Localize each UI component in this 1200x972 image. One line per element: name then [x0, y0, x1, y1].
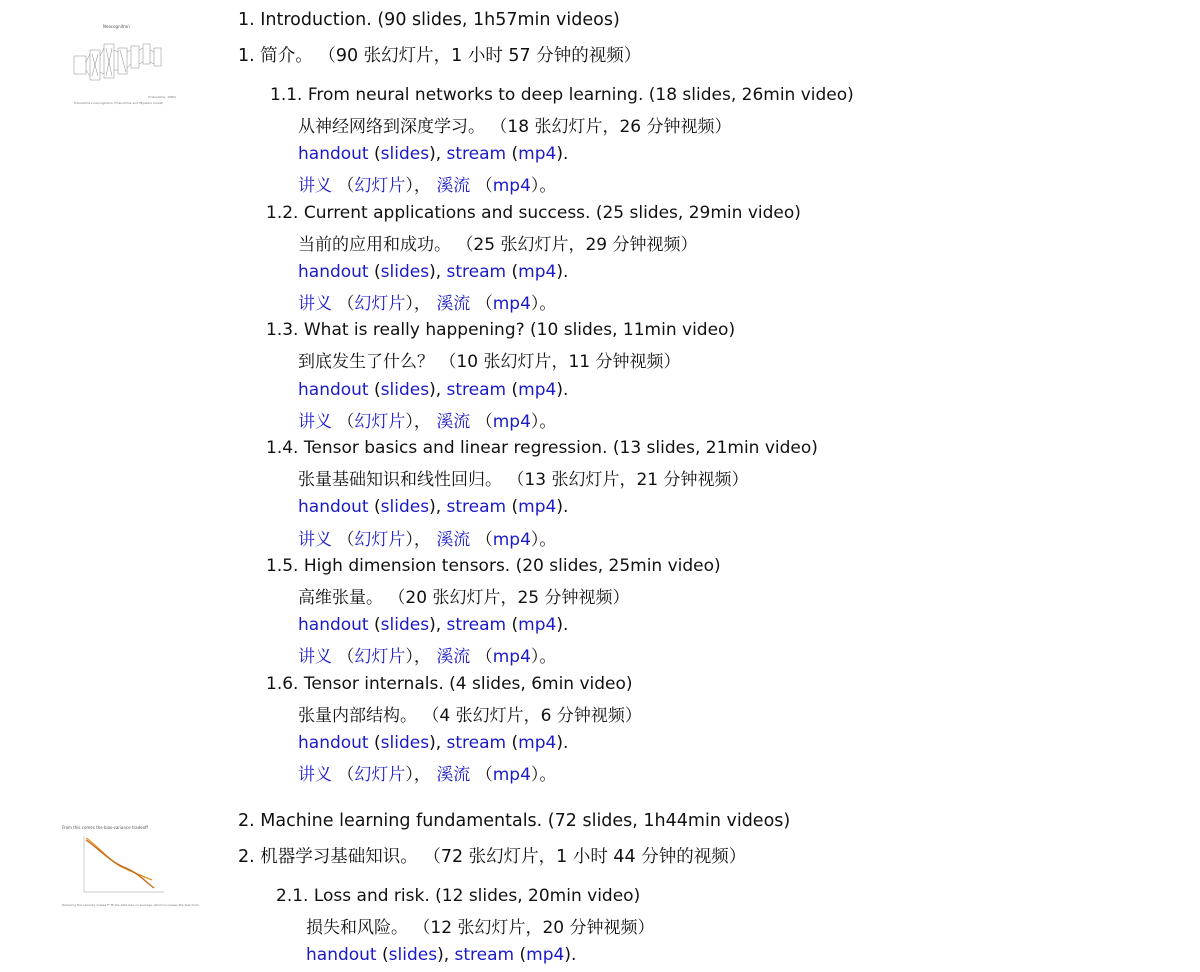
handout-link[interactable]: handout: [298, 615, 369, 635]
subsection-title-en: High dimension tensors. (20 slides, 25min video): [303, 556, 721, 576]
period: .: [562, 380, 569, 400]
mp4-link-zh[interactable]: mp4: [492, 412, 531, 432]
subsection-number: 1.3.: [266, 320, 299, 340]
paren: (: [511, 262, 519, 282]
subsection-1-1: [270, 85, 854, 105]
handout-link-zh[interactable]: 讲义: [298, 647, 332, 667]
paren: (: [511, 144, 519, 164]
paren: ），: [405, 647, 431, 667]
comma: ,: [435, 733, 447, 753]
section-1-thumbnail[interactable]: [68, 20, 178, 116]
paren: ): [564, 945, 571, 965]
stream-link-zh[interactable]: 溪流: [436, 294, 471, 314]
thumb-caption: Neocognitron: [103, 24, 130, 29]
comma: ,: [435, 262, 447, 282]
paren: (: [511, 733, 519, 753]
mp4-link-zh[interactable]: mp4: [492, 294, 531, 314]
mp4-link-zh[interactable]: mp4: [492, 530, 531, 550]
mp4-link[interactable]: mp4: [518, 262, 557, 282]
subsection-1-3: [266, 320, 735, 340]
paren: （: [475, 530, 493, 550]
subsection-1-2: [266, 203, 801, 223]
handout-link-zh[interactable]: 讲义: [298, 530, 332, 550]
paren: ): [556, 144, 563, 164]
handout-link-zh[interactable]: 讲义: [298, 176, 332, 196]
subsection-number: 1.4.: [266, 438, 299, 458]
paren: （: [337, 412, 355, 432]
subsection-title-en: What is really happening? (10 slides, 11min video): [303, 320, 736, 340]
paren: (: [511, 615, 519, 635]
handout-link[interactable]: handout: [298, 497, 369, 517]
links-zh: [298, 407, 556, 432]
subsection-1-6: [266, 674, 633, 694]
comma: ,: [435, 497, 447, 517]
subsection-number: 1.5.: [266, 556, 299, 576]
paren: ): [556, 497, 563, 517]
mp4-link[interactable]: mp4: [518, 615, 557, 635]
stream-link-zh[interactable]: 溪流: [436, 176, 471, 196]
subsection-title-zh: 损失和风险。 （12 张幻灯片，20 分钟视频）: [306, 918, 655, 938]
paren: ）。: [530, 294, 557, 314]
stream-link[interactable]: stream: [446, 380, 507, 400]
paren: （: [337, 647, 355, 667]
comma: ,: [435, 615, 447, 635]
period: .: [562, 262, 569, 282]
subsection-title-zh: 到底发生了什么？ （10 张幻灯片，11 分钟视频）: [298, 352, 681, 372]
subsection-1-4: [266, 438, 818, 458]
handout-link[interactable]: handout: [306, 945, 377, 965]
mp4-link[interactable]: mp4: [526, 945, 565, 965]
paren: ): [429, 380, 436, 400]
links-en: [298, 262, 568, 282]
paren: (: [382, 945, 389, 965]
subsection-title-en: Current applications and success. (25 slides, 29min video): [303, 203, 801, 223]
paren: （: [475, 765, 493, 785]
stream-link[interactable]: stream: [454, 945, 515, 965]
section-2-title-zh: 2. 机器学习基础知识。 （72 张幻灯片，1 小时 44 分钟的视频）: [238, 847, 747, 867]
mp4-link[interactable]: mp4: [518, 497, 557, 517]
subsection-title-zh: 张量基础知识和线性回归。 （13 张幻灯片，21 分钟视频）: [298, 470, 749, 490]
handout-link[interactable]: handout: [298, 262, 369, 282]
paren: ），: [405, 412, 431, 432]
slides-link-zh[interactable]: 幻灯片: [354, 765, 406, 785]
subsection-number: 2.1.: [276, 886, 309, 906]
paren: ）。: [530, 530, 557, 550]
period: .: [562, 144, 569, 164]
handout-link-zh[interactable]: 讲义: [298, 765, 332, 785]
comma: ,: [435, 144, 447, 164]
stream-link[interactable]: stream: [446, 497, 507, 517]
paren: (: [511, 380, 519, 400]
mp4-link[interactable]: mp4: [518, 144, 557, 164]
subsection-title-en: Tensor internals. (4 slides, 6min video): [303, 674, 633, 694]
slides-link[interactable]: slides: [380, 380, 430, 400]
subsection-number: 1.1.: [270, 85, 303, 105]
slides-link-zh[interactable]: 幻灯片: [354, 647, 406, 667]
paren: (: [374, 497, 381, 517]
paren: ): [437, 945, 444, 965]
subsection-1-5: [266, 556, 721, 576]
stream-link[interactable]: stream: [446, 615, 507, 635]
subsection-title-zh: 当前的应用和成功。 （25 张幻灯片，29 分钟视频）: [298, 235, 698, 255]
paren: （: [337, 176, 355, 196]
paren: ): [429, 262, 436, 282]
links-en: [298, 733, 568, 753]
mp4-link[interactable]: mp4: [518, 733, 557, 753]
slides-link-zh[interactable]: 幻灯片: [354, 530, 406, 550]
paren: (: [519, 945, 527, 965]
curve-orange: [86, 838, 152, 880]
paren: （: [475, 176, 493, 196]
neocognitron-diagram: [68, 20, 178, 116]
slides-link[interactable]: slides: [380, 262, 430, 282]
handout-link[interactable]: handout: [298, 380, 369, 400]
stream-link-zh[interactable]: 溪流: [436, 530, 471, 550]
slides-link-zh[interactable]: 幻灯片: [354, 176, 406, 196]
paren: (: [374, 262, 381, 282]
links-zh: [298, 525, 556, 550]
links-en: [298, 380, 568, 400]
paren: ）。: [530, 647, 557, 667]
paren: (: [374, 733, 381, 753]
subsection-title-zh: 从神经网络到深度学习。 （18 张幻灯片，26 分钟视频）: [298, 117, 732, 137]
stream-link[interactable]: stream: [446, 262, 507, 282]
period: .: [562, 615, 569, 635]
paren: （: [475, 294, 493, 314]
subsection-number: 1.6.: [266, 674, 299, 694]
mp4-link-zh[interactable]: mp4: [492, 176, 531, 196]
paren: （: [337, 765, 355, 785]
mp4-link[interactable]: mp4: [518, 380, 557, 400]
paren: (: [374, 380, 381, 400]
paren: ): [556, 733, 563, 753]
paren: ): [429, 615, 436, 635]
stream-link-zh[interactable]: 溪流: [436, 647, 471, 667]
subsection-title-en: Loss and risk. (12 slides, 20min video): [313, 886, 641, 906]
paren: （: [475, 647, 493, 667]
paren: ），: [405, 765, 431, 785]
paren: ），: [405, 294, 431, 314]
paren: ): [429, 144, 436, 164]
section-1-title-en: 1. Introduction. (90 slides, 1h57min videos): [238, 10, 620, 30]
handout-link-zh[interactable]: 讲义: [298, 294, 332, 314]
links-en: [298, 497, 568, 517]
paren: ）。: [530, 765, 557, 785]
links-en: [306, 945, 576, 965]
stream-link-zh[interactable]: 溪流: [436, 412, 471, 432]
subsection-title-zh: 张量内部结构。 （4 张幻灯片，6 分钟视频）: [298, 706, 642, 726]
paren: ），: [405, 530, 431, 550]
paren: ): [429, 497, 436, 517]
slides-link[interactable]: slides: [380, 733, 430, 753]
paren: （: [337, 530, 355, 550]
thumb-caption: From this comes the bias-variance tradeoff: [62, 825, 148, 830]
paren: (: [374, 144, 381, 164]
slides-link[interactable]: slides: [388, 945, 438, 965]
stream-link[interactable]: stream: [446, 733, 507, 753]
paren: ): [429, 733, 436, 753]
paren: ），: [405, 176, 431, 196]
slides-link[interactable]: slides: [380, 144, 430, 164]
handout-link-zh[interactable]: 讲义: [298, 412, 332, 432]
section-1-title-zh: 1. 简介。 （90 张幻灯片，1 小时 57 分钟的视频）: [238, 46, 642, 66]
handout-link[interactable]: handout: [298, 733, 369, 753]
handout-link[interactable]: handout: [298, 144, 369, 164]
paren: ）。: [530, 176, 557, 196]
period: .: [562, 497, 569, 517]
slides-link[interactable]: slides: [380, 615, 430, 635]
links-zh: [298, 642, 556, 667]
links-zh: [298, 760, 556, 785]
subsection-title-zh: 高维张量。 （20 张幻灯片，25 分钟视频）: [298, 588, 630, 608]
mp4-link-zh[interactable]: mp4: [492, 647, 531, 667]
subsection-title-en: From neural networks to deep learning. (18 slides, 26min video): [307, 85, 854, 105]
section-2-title-en: 2. Machine learning fundamentals. (72 slides, 1h44min videos): [238, 811, 791, 831]
thumb-footer-left: Fukushima's neocognitron (Fukushima and Miyake's model): [74, 101, 164, 105]
thumb-footer-right: (Fukushima, 1982): [148, 95, 176, 99]
period: .: [570, 945, 577, 965]
comma: ,: [435, 380, 447, 400]
period: .: [562, 733, 569, 753]
paren: （: [475, 412, 493, 432]
slides-link[interactable]: slides: [380, 497, 430, 517]
subsection-number: 1.2.: [266, 203, 299, 223]
paren: （: [337, 294, 355, 314]
section-2-thumbnail[interactable]: [62, 822, 200, 914]
slides-link-zh[interactable]: 幻灯片: [354, 294, 406, 314]
thumb-footer-left: Reducing the capacity makes f* fit the data less on average, which increases the bias term.: [62, 903, 200, 907]
slides-link-zh[interactable]: 幻灯片: [354, 412, 406, 432]
stream-link-zh[interactable]: 溪流: [436, 765, 471, 785]
paren: ): [556, 262, 563, 282]
mp4-link-zh[interactable]: mp4: [492, 765, 531, 785]
subsection-title-en: Tensor basics and linear regression. (13 slides, 21min video): [303, 438, 818, 458]
paren: ): [556, 615, 563, 635]
links-zh: [298, 289, 556, 314]
subsection-2-1: [276, 886, 640, 906]
paren: ): [556, 380, 563, 400]
links-en: [298, 144, 568, 164]
comma: ,: [443, 945, 455, 965]
links-zh: [298, 171, 556, 196]
bias-variance-plot: [62, 822, 200, 914]
stream-link[interactable]: stream: [446, 144, 507, 164]
links-en: [298, 615, 568, 635]
paren: (: [374, 615, 381, 635]
curve-brown: [86, 840, 154, 888]
paren: (: [511, 497, 519, 517]
paren: ）。: [530, 412, 557, 432]
